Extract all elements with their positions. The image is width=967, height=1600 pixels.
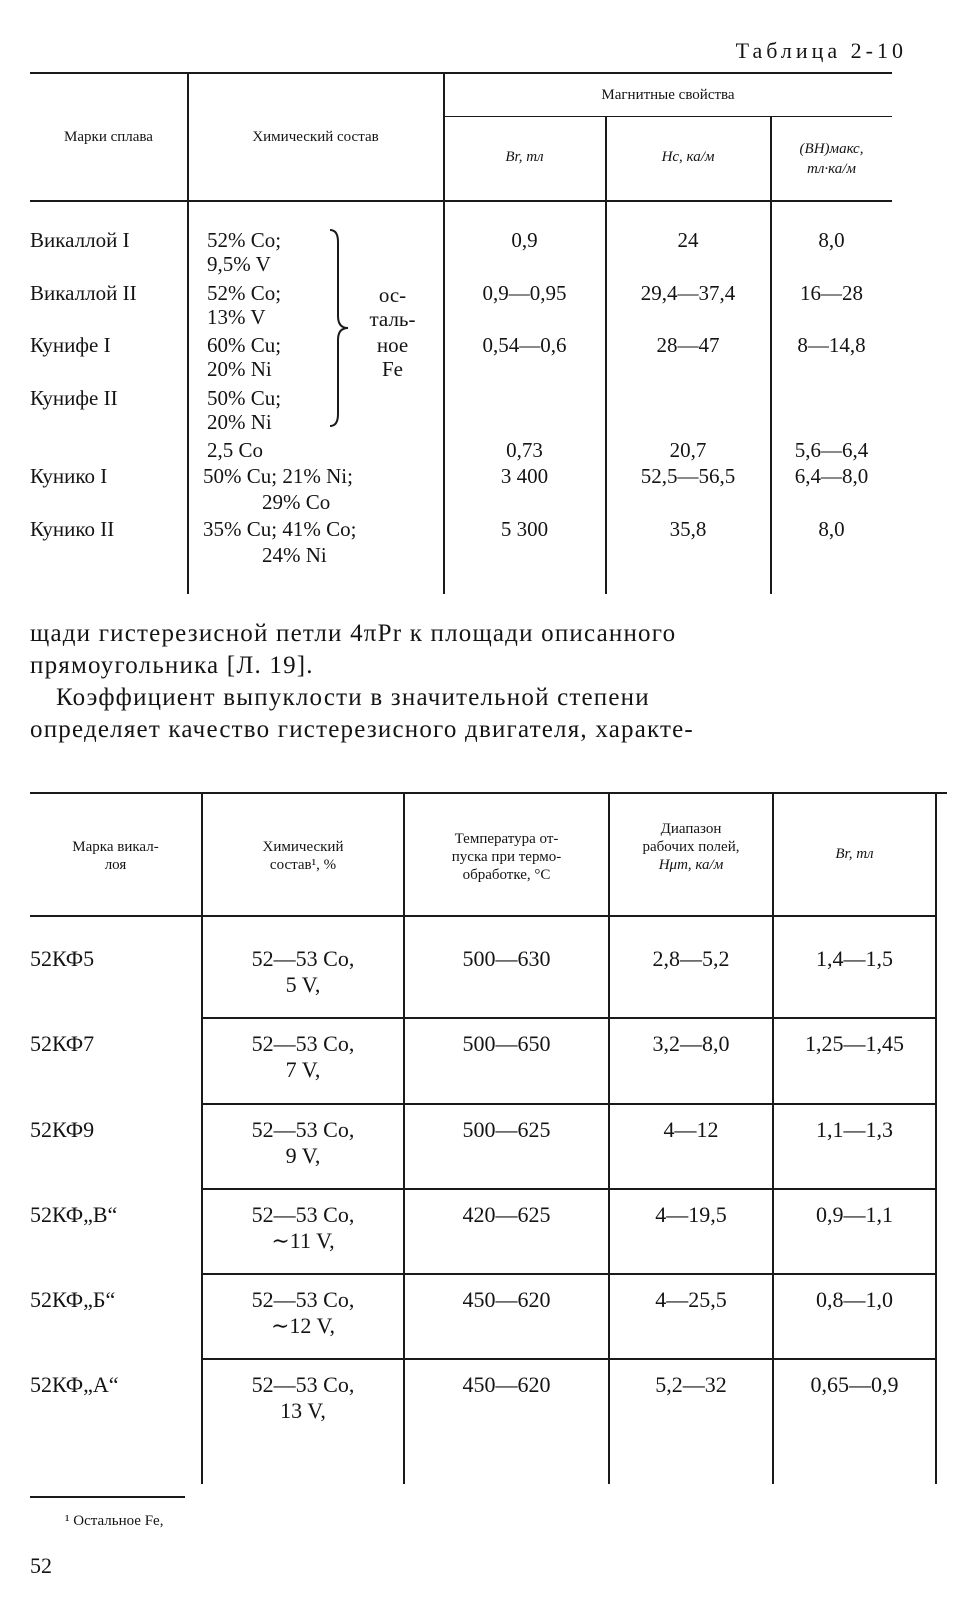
page-number: 52 (30, 1553, 52, 1578)
t2-temp: 450—620 (462, 1287, 551, 1312)
t2-comp-1: 52—53 Co, (251, 1287, 355, 1312)
t2-br: 0,9—1,1 (816, 1202, 893, 1227)
row-comp-2: 13% V (207, 305, 266, 329)
table1-top-rule (30, 72, 892, 74)
t2-header-range-line: Hμm, ка/м (658, 857, 724, 873)
t2-header-grade-line: Марка викал- (72, 839, 159, 855)
row-hc: 24 (677, 228, 699, 252)
row-name: Кунифе II (30, 386, 118, 410)
t2-comp-2: ∼11 V, (271, 1228, 335, 1253)
text-line: определяет качество гистерезисного двигателя, характе- (30, 716, 694, 743)
row-bh: 16—28 (800, 281, 863, 305)
t2-grade: 52КФ„А“ (30, 1372, 119, 1397)
footnote: ¹ Остальное Fe, (65, 1513, 164, 1529)
t2-header-range (610, 820, 772, 874)
table2-vline-5 (935, 794, 937, 1484)
t2-range: 5,2—32 (655, 1372, 727, 1397)
t2-grade: 52КФ9 (30, 1117, 95, 1142)
row-br: 0,9 (511, 228, 538, 252)
header-hc: Hс, ка/м (661, 149, 715, 165)
table1-magnetic-rule (443, 116, 892, 117)
t2-header-range-line: Диапазон (660, 821, 722, 837)
t2-br: 1,1—1,3 (816, 1117, 893, 1142)
t2-grade: 52КФ5 (30, 946, 95, 971)
rest-note-1: ос- (378, 283, 407, 307)
row-hc: 35,8 (669, 517, 707, 541)
row-br: 5 300 (500, 517, 549, 541)
t2-header-grade-line: лоя (104, 857, 127, 873)
row-name: Кунико I (30, 464, 108, 488)
row-br: 0,54—0,6 (482, 333, 567, 357)
row-hc: 52,5—56,5 (640, 464, 736, 488)
row-name: Викаллой I (30, 228, 130, 252)
composition-brace (326, 228, 350, 428)
row-comp-1: 52% Co; (207, 228, 282, 252)
row-comp-2: 24% Ni (262, 543, 327, 567)
t2-header-temperature-line: Температура от- (454, 831, 559, 847)
t2-comp-1: 52—53 Co, (251, 1031, 355, 1056)
row-hc: 28—47 (656, 333, 720, 357)
text-line: Коэффициент выпуклости в значительной степени (56, 684, 650, 711)
t2-header-composition-line: состав¹, % (269, 857, 337, 873)
body-paragraph (30, 618, 910, 746)
table2-row-rule (203, 1017, 935, 1019)
footnote-rule (30, 1496, 185, 1498)
row-comp-2: 20% Ni (207, 357, 272, 381)
row-name: Кунико II (30, 517, 115, 541)
t2-br: 0,65—0,9 (810, 1372, 899, 1397)
t2-range: 4—12 (663, 1117, 719, 1142)
row-br: 3 400 (500, 464, 549, 488)
t2-range: 3,2—8,0 (652, 1031, 730, 1056)
header-bh-1: (BH)макс, (799, 141, 864, 157)
header-composition: Химический состав (252, 129, 379, 145)
text-line: прямоугольника [Л. 19]. (30, 652, 314, 679)
row-hc: 29,4—37,4 (640, 281, 736, 305)
table1-vline-1 (187, 74, 189, 594)
table2-row-rule (203, 1103, 935, 1105)
row-bh: 8,0 (818, 228, 845, 252)
t2-grade: 52КФ„В“ (30, 1202, 118, 1227)
t2-comp-2: ∼12 V, (270, 1313, 336, 1338)
t2-br: 1,25—1,45 (805, 1031, 904, 1056)
t2-header-grade (30, 838, 201, 874)
table1-header-rule (30, 200, 892, 202)
text-line: щади гистерезисной петли 4πPr к площади описанного (30, 620, 677, 647)
t2-comp-2: 9 V, (285, 1143, 321, 1168)
row-comp-1: 50% Cu; (207, 386, 282, 410)
t2-temp: 450—620 (462, 1372, 551, 1397)
row-comp-2: 29% Co (262, 490, 331, 514)
t2-br: 1,4—1,5 (816, 946, 893, 971)
t2-temp: 500—650 (462, 1031, 551, 1056)
t2-grade: 52КФ7 (30, 1031, 95, 1056)
t2-comp-2: 7 V, (285, 1057, 321, 1082)
row-name: Викаллой II (30, 281, 137, 305)
header-grade: Марки сплава (64, 129, 153, 145)
t2-range: 4—25,5 (655, 1287, 727, 1312)
t2-grade: 52КФ„Б“ (30, 1287, 116, 1312)
t2-comp-1: 52—53 Co, (251, 1117, 355, 1142)
row-br: 0,9—0,95 (482, 281, 567, 305)
table2-top-rule (30, 792, 947, 794)
t2-comp-1: 52—53 Co, (251, 1202, 355, 1227)
t2-header-temperature-line: обработке, °C (462, 867, 551, 883)
table2-header-rule (30, 915, 935, 917)
t2-range: 4—19,5 (655, 1202, 727, 1227)
t2-temp: 420—625 (462, 1202, 551, 1227)
t2-header-composition (203, 838, 403, 874)
rest-note-4: Fe (382, 357, 403, 381)
row-comp-1: 50% Cu; 21% Ni; (203, 464, 353, 488)
t2-header-br: Br, тл (835, 846, 874, 862)
rest-note-3: ное (376, 333, 409, 357)
t2-comp-2: 5 V, (285, 972, 321, 997)
table2-row-rule (203, 1188, 935, 1190)
table-caption: Таблица 2-10 (735, 38, 907, 63)
row-bh: 8—14,8 (797, 333, 866, 357)
t2-comp-2: 13 V, (280, 1398, 326, 1423)
table2-row-rule (203, 1358, 935, 1360)
header-magnetic: Магнитные свойства (601, 87, 735, 103)
t2-temp: 500—630 (462, 946, 551, 971)
header-bh-2: тл·ка/м (806, 161, 856, 177)
header-br: Br, тл (505, 149, 544, 165)
t2-br: 0,8—1,0 (816, 1287, 893, 1312)
table2-row-rule (203, 1273, 935, 1275)
row-comp-2: 20% Ni (207, 410, 272, 434)
t2-temp: 500—625 (462, 1117, 551, 1142)
t2-header-range-line: рабочих полей, (642, 839, 740, 855)
t2-header-temperature-line: пуска при термо- (451, 849, 562, 865)
t2-header-composition-line: Химический (262, 839, 344, 855)
row-comp-1: 60% Cu; (207, 333, 282, 357)
row-comp-1: 35% Cu; 41% Co; (203, 517, 357, 541)
row-comp-2: 9,5% V (207, 252, 271, 276)
t2-header-temperature (405, 830, 608, 884)
t2-comp-1: 52—53 Co, (251, 1372, 355, 1397)
row-comp-1: 2,5 Co (207, 438, 264, 462)
row-bh: 5,6—6,4 (794, 438, 869, 462)
t2-range: 2,8—5,2 (652, 946, 730, 971)
row-bh: 6,4—8,0 (794, 464, 869, 488)
rest-note-2: таль- (369, 307, 416, 331)
row-bh: 8,0 (818, 517, 845, 541)
row-hc: 20,7 (669, 438, 707, 462)
row-comp-1: 52% Co; (207, 281, 282, 305)
t2-comp-1: 52—53 Co, (251, 946, 355, 971)
row-br: 0,73 (506, 438, 543, 462)
row-name: Кунифе I (30, 333, 111, 357)
